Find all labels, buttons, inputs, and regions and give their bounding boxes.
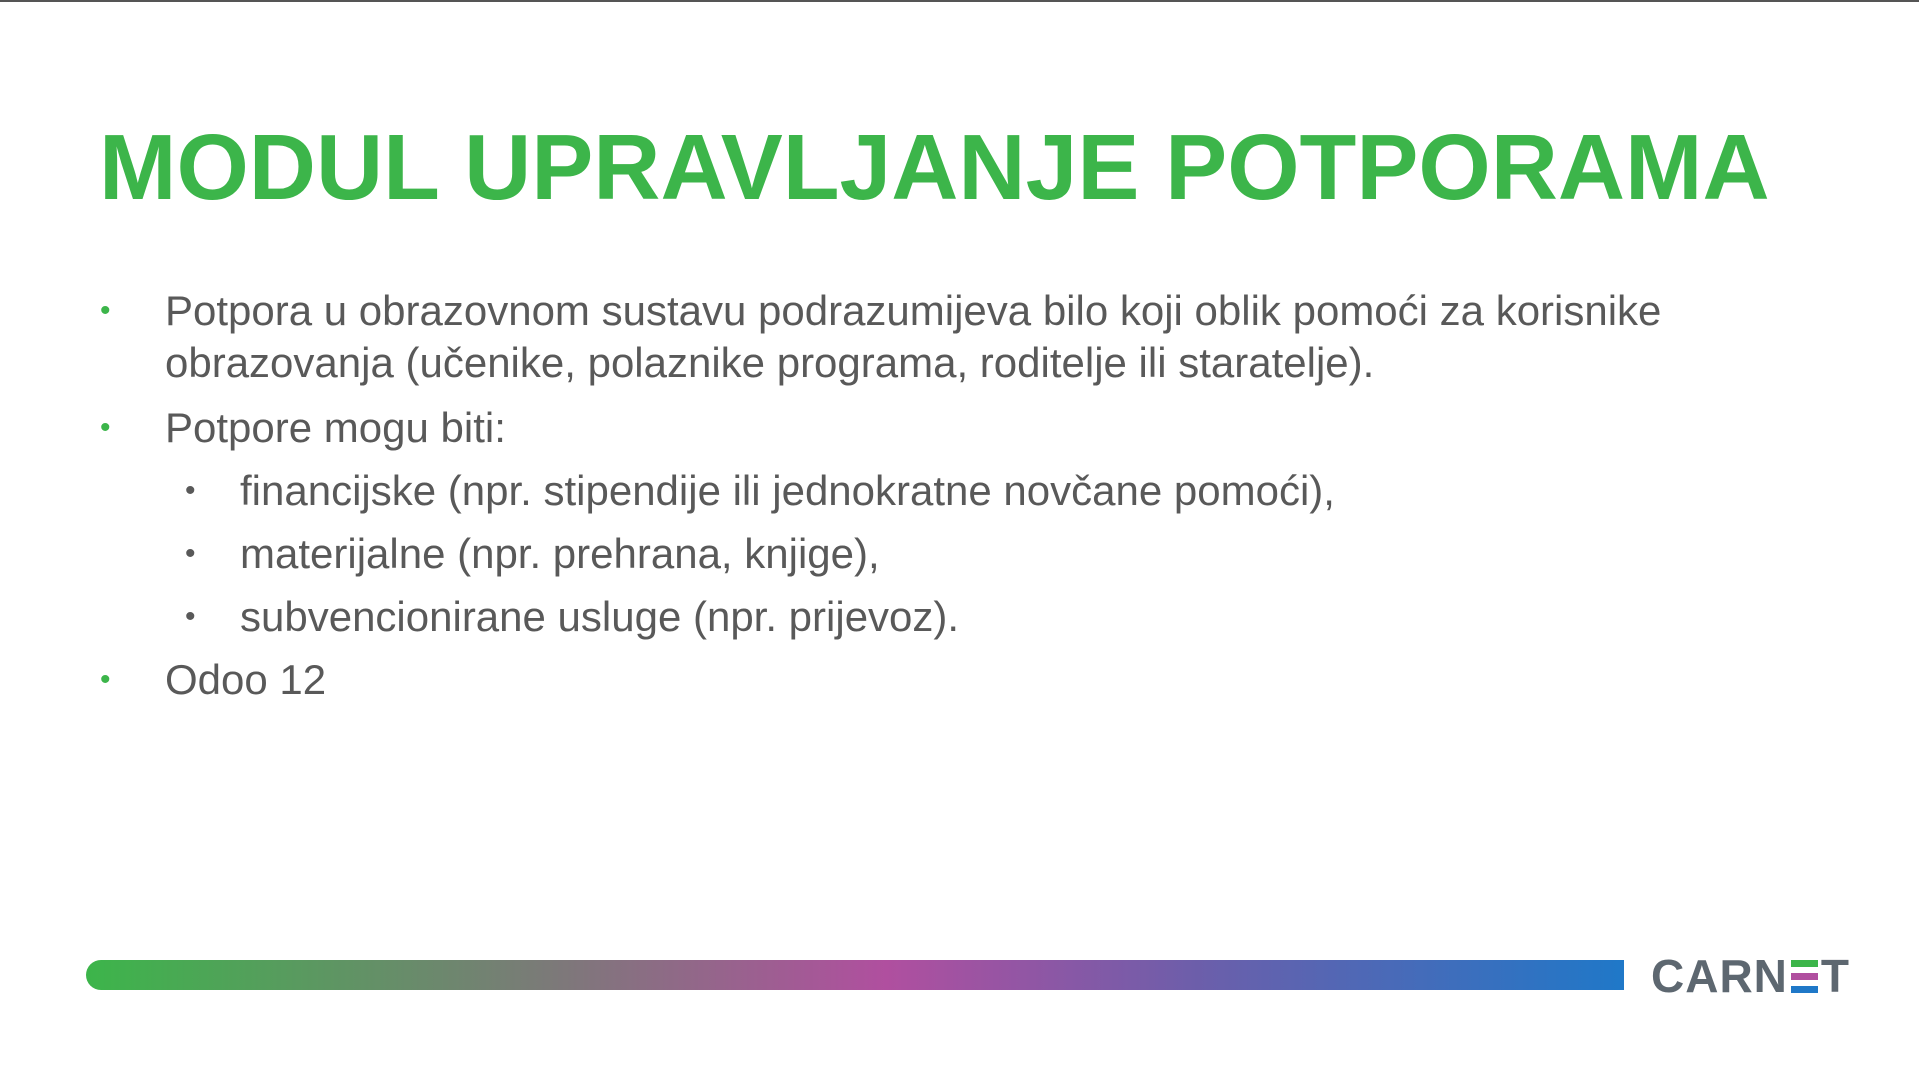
top-border-line [0, 0, 1919, 2]
sub-bullet-dot: • [185, 600, 196, 633]
sub-bullet-text: materijalne (npr. prehrana, knjige), [240, 530, 880, 577]
logo-text-prefix: CARN [1651, 950, 1788, 1002]
bullet-text-line1: Potpora u obrazovnom sustavu podrazumijeva bilo koji oblik pomoći za korisnike [165, 287, 1662, 334]
bullet-dot: • [100, 411, 111, 444]
bullet-dot: • [100, 294, 111, 327]
bullet-text: Odoo 12 [165, 656, 327, 703]
logo-e-mark-icon [1791, 960, 1818, 993]
sub-bullet-text: financijske (npr. stipendije ili jednokratne novčane pomoći), [240, 467, 1335, 514]
bullet-text-line2: obrazovanja (učenike, polaznike programa, roditelje ili staratelje). [165, 339, 1375, 386]
carnet-logo [1651, 951, 1850, 1001]
sub-bullet-item-1 [185, 465, 1335, 517]
sub-bullet-text: subvencionirane usluge (npr. prijevoz). [240, 593, 960, 640]
slide-title: MODUL UPRAVLJANJE POTPORAMA [99, 115, 1770, 219]
bullet-item-3 [100, 654, 327, 706]
bullet-item-1 [100, 285, 1662, 389]
bullet-dot: • [100, 663, 111, 696]
sub-bullet-dot: • [185, 474, 196, 507]
sub-bullet-item-3 [185, 591, 960, 643]
sub-bullet-item-2 [185, 528, 880, 580]
sub-bullet-dot: • [185, 537, 196, 570]
footer-gradient-bar [86, 960, 1624, 990]
bullet-item-2 [100, 402, 506, 454]
bullet-text: Potpore mogu biti: [165, 404, 506, 451]
logo-text-suffix: T [1820, 950, 1850, 1002]
